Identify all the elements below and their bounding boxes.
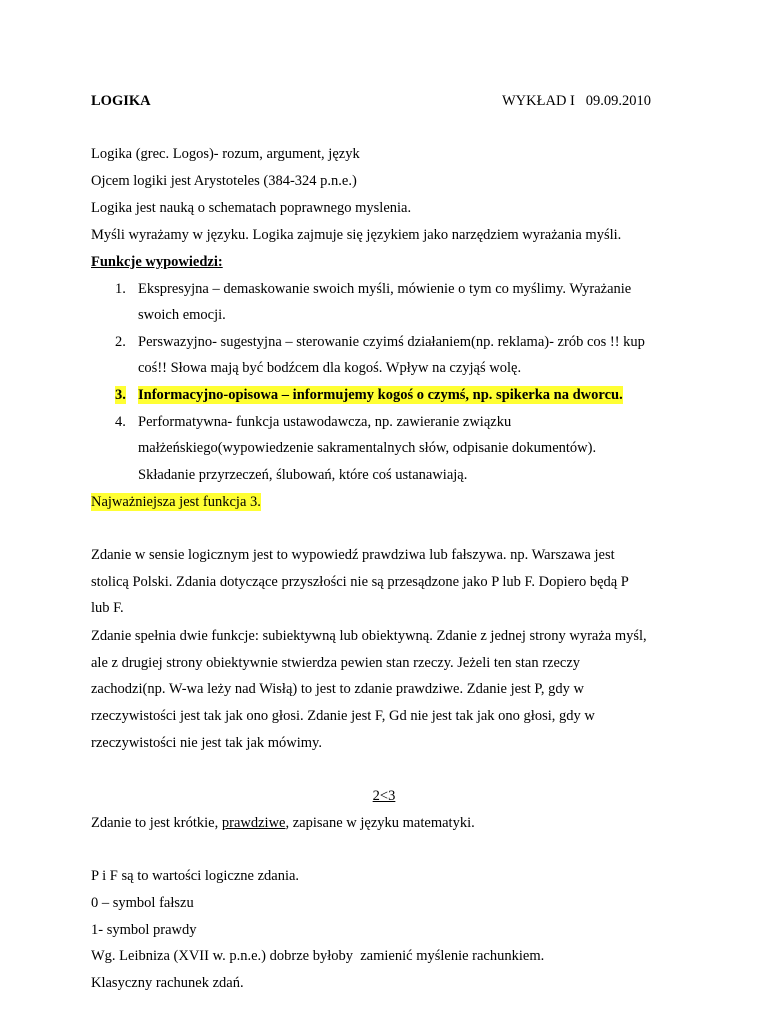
- values-line: P i F są to wartości logiczne zdania.: [91, 868, 300, 884]
- list-number: 1.: [115, 281, 126, 297]
- math-example: 2<3: [372, 788, 396, 804]
- list-item-line: Perswazyjno- sugestyjna – sterowanie czyimś działaniem(np. reklama)- zrób cos !! kup: [138, 334, 645, 350]
- list-number: 3.: [115, 387, 126, 403]
- example-description: [91, 814, 475, 832]
- example-desc-underlined: prawdziwe: [221, 815, 286, 831]
- list-number: 4.: [115, 414, 126, 430]
- list-item-line-highlighted: Informacyjno-opisowa – informujemy kogoś o czymś, np. spikerka na dworcu.: [138, 387, 623, 403]
- document-title: LOGIKA: [91, 93, 151, 109]
- list-item-line: Składanie przyrzeczeń, ślubowań, które coś ustanawiają.: [138, 467, 468, 483]
- list-item-line: małżeńskiego(wypowiedzenie sakramentalnych słów, odpisanie dokumentów).: [138, 440, 597, 456]
- paragraph-line: Zdanie spełnia dwie funkcje: subiektywną lub obiektywną. Zdanie z jednej strony wyraża myśl,: [91, 628, 647, 644]
- example-desc-before: Zdanie to jest krótkie,: [91, 815, 222, 831]
- values-line: Klasyczny rachunek zdań.: [91, 975, 244, 991]
- list-item-line: coś!! Słowa mają być bodźcem dla kogoś. Wpływ na czyjąś wolę.: [138, 360, 522, 376]
- list-item-line: Ekspresyjna – demaskowanie swoich myśli, mówienie o tym co myślimy. Wyrażanie: [138, 281, 632, 297]
- most-important-note: Najważniejsza jest funkcja 3.: [91, 494, 261, 510]
- values-line: Wg. Leibniza (XVII w. p.n.e.) dobrze byłoby zamienić myślenie rachunkiem.: [91, 948, 545, 964]
- intro-line: Myśli wyrażamy w języku. Logika zajmuje się językiem jako narzędziem wyrażania myśli.: [91, 227, 622, 243]
- paragraph-line: stolicą Polski. Zdania dotyczące przyszłości nie są przesądzone jako P lub F. Dopiero będą P: [91, 574, 629, 590]
- intro-line: Logika jest nauką o schematach poprawnego myslenia.: [91, 200, 412, 216]
- paragraph-line: zachodzi(np. W-wa leży nad Wisłą) to jest to zdanie prawdziwe. Zdanie jest P, gdy w: [91, 681, 584, 697]
- paragraph-line: lub F.: [91, 600, 124, 616]
- paragraph-line: ale z drugiej strony obiektywnie stwierdza pewien stan rzeczy. Jeżeli ten stan rzeczy: [91, 655, 581, 671]
- list-number: 2.: [115, 334, 126, 350]
- paragraph-line: rzeczywistości nie jest tak jak mówimy.: [91, 735, 322, 751]
- lecture-date: WYKŁAD I 09.09.2010: [502, 93, 652, 109]
- intro-line: Ojcem logiki jest Arystoteles (384-324 p.n.e.): [91, 173, 357, 189]
- list-item-line: Performatywna- funkcja ustawodawcza, np. zawieranie związku: [138, 414, 512, 430]
- paragraph-line: rzeczywistości jest tak jak ono głosi. Zdanie jest F, Gd nie jest tak jak ono głosi, gdy w: [91, 708, 595, 724]
- paragraph-line: Zdanie w sensie logicznym jest to wypowiedź prawdziwa lub fałszywa. np. Warszawa jest: [91, 547, 615, 563]
- values-line: 1- symbol prawdy: [91, 922, 197, 938]
- list-item-line: swoich emocji.: [138, 307, 226, 323]
- values-line: 0 – symbol fałszu: [91, 895, 194, 911]
- functions-heading: Funkcje wypowiedzi:: [91, 254, 223, 270]
- example-desc-after: , zapisane w języku matematyki.: [285, 815, 475, 831]
- intro-line: Logika (grec. Logos)- rozum, argument, język: [91, 146, 360, 162]
